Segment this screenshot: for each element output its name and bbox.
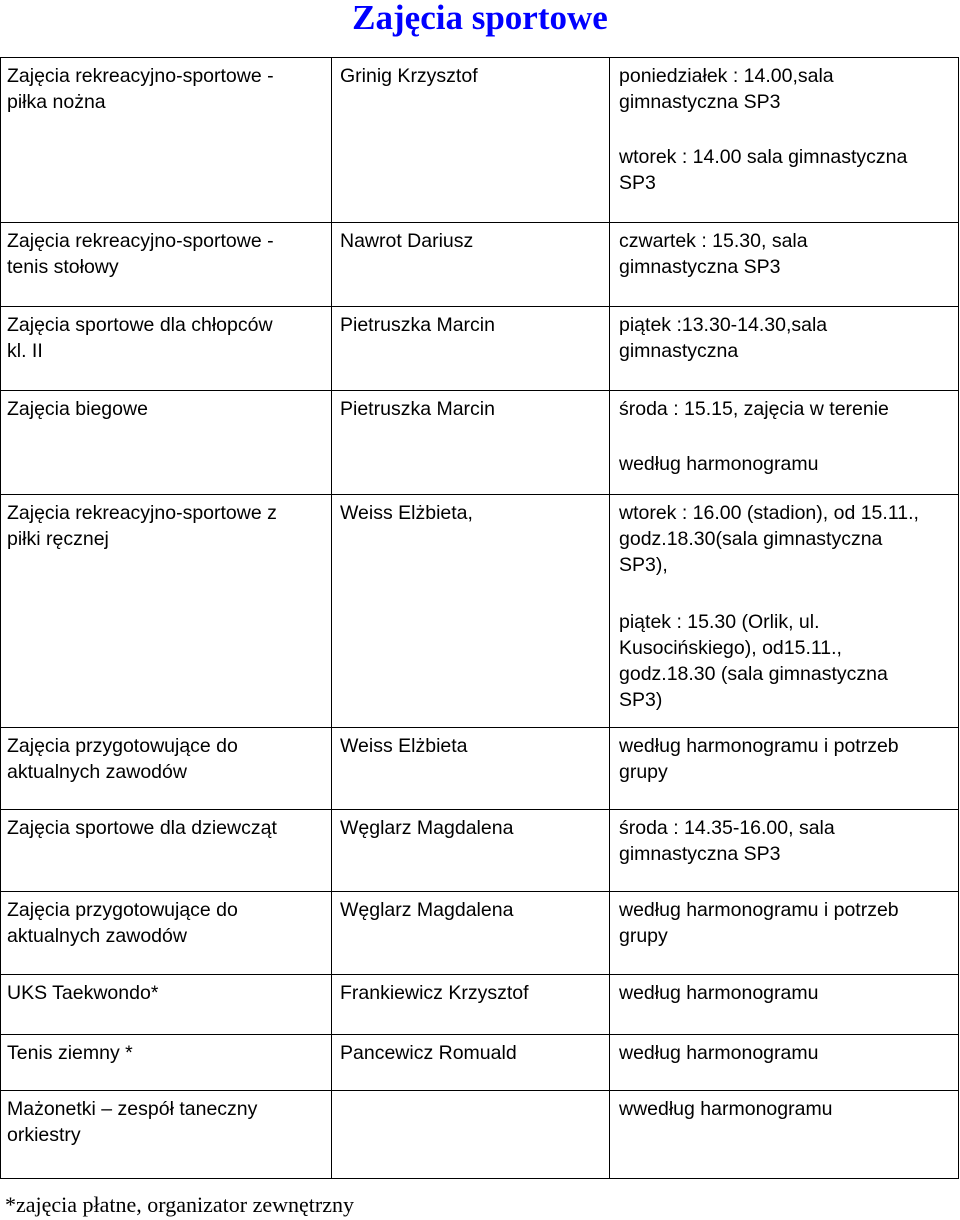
page-title: Zajęcia sportowe	[352, 0, 608, 37]
schedule-cell	[610, 391, 959, 495]
activity-name: piłka nożna	[7, 91, 106, 113]
footnote: *zajęcia płatne, organizator zewnętrzny	[5, 1192, 354, 1217]
activity-name: orkiestry	[7, 1124, 81, 1146]
schedule-text: według harmonogramu	[619, 453, 819, 475]
teacher-name: Pietruszka Marcin	[340, 314, 495, 336]
teacher-name: Pietruszka Marcin	[340, 398, 495, 420]
activity-name: Zajęcia biegowe	[7, 398, 148, 420]
teacher-name: Węglarz Magdalena	[340, 817, 514, 839]
activity-cell	[1, 1035, 332, 1091]
activity-cell	[1, 307, 332, 391]
teacher-cell	[332, 728, 610, 810]
activities-table	[0, 57, 959, 1179]
schedule-text: poniedziałek : 14.00,sala	[619, 65, 834, 87]
schedule-text: według harmonogramu i potrzeb	[619, 735, 899, 757]
schedule-cell	[610, 892, 959, 975]
activity-cell	[1, 391, 332, 495]
schedule-text: czwartek : 15.30, sala	[619, 230, 808, 252]
activity-name: Tenis ziemny *	[7, 1042, 133, 1064]
table-row	[1, 728, 959, 810]
activity-cell	[1, 223, 332, 307]
table-row	[1, 975, 959, 1035]
schedule-text: środa : 15.15, zajęcia w terenie	[619, 398, 889, 420]
activity-name: Zajęcia przygotowujące do	[7, 735, 238, 757]
teacher-cell	[332, 975, 610, 1035]
schedule-cell	[610, 810, 959, 892]
activity-name: Zajęcia rekreacyjno-sportowe -	[7, 230, 274, 252]
teacher-name: Weiss Elżbieta	[340, 735, 468, 757]
activity-name: Zajęcia przygotowujące do	[7, 899, 238, 921]
table-row	[1, 223, 959, 307]
teacher-name: Węglarz Magdalena	[340, 899, 514, 921]
activity-name: UKS Taekwondo*	[7, 982, 159, 1004]
schedule-text: wtorek : 16.00 (stadion), od 15.11.,	[619, 502, 919, 524]
schedule-text: godz.18.30 (sala gimnastyczna	[619, 663, 888, 685]
teacher-name: Nawrot Dariusz	[340, 230, 474, 252]
schedule-cell	[610, 728, 959, 810]
schedule-text: gimnastyczna SP3	[619, 91, 781, 113]
activity-name: tenis stołowy	[7, 256, 119, 278]
schedule-cell	[610, 975, 959, 1035]
schedule-text: wtorek : 14.00 sala gimnastyczna	[619, 146, 908, 168]
teacher-name: Pancewicz Romuald	[340, 1042, 517, 1064]
activity-cell	[1, 728, 332, 810]
schedule-text: gimnastyczna	[619, 340, 739, 362]
schedule-text: SP3)	[619, 689, 663, 711]
schedule-cell	[610, 58, 959, 223]
activity-name: piłki ręcznej	[7, 528, 109, 550]
activity-name: Zajęcia sportowe dla dziewcząt	[7, 817, 277, 839]
schedule-text: SP3	[619, 172, 656, 194]
teacher-cell	[332, 1091, 610, 1179]
schedule-text: według harmonogramu i potrzeb	[619, 899, 899, 921]
schedule-cell	[610, 223, 959, 307]
schedule-text: wwedług harmonogramu	[619, 1098, 833, 1120]
schedule-text: środa : 14.35-16.00, sala	[619, 817, 835, 839]
table-row	[1, 1091, 959, 1179]
schedule-text: piątek : 15.30 (Orlik, ul.	[619, 611, 820, 633]
teacher-cell	[332, 391, 610, 495]
table-row	[1, 391, 959, 495]
activity-cell	[1, 495, 332, 728]
activity-cell	[1, 892, 332, 975]
teacher-cell	[332, 58, 610, 223]
table-row	[1, 495, 959, 728]
table-row	[1, 810, 959, 892]
schedule-text: SP3),	[619, 554, 668, 576]
activity-name: aktualnych zawodów	[7, 925, 187, 947]
teacher-name: Grinig Krzysztof	[340, 65, 478, 87]
table-row	[1, 892, 959, 975]
teacher-cell	[332, 495, 610, 728]
teacher-cell	[332, 223, 610, 307]
teacher-cell	[332, 307, 610, 391]
table-row	[1, 307, 959, 391]
table-row	[1, 1035, 959, 1091]
schedule-text: według harmonogramu	[619, 1042, 819, 1064]
schedule-cell	[610, 1091, 959, 1179]
table-row	[1, 58, 959, 223]
teacher-cell	[332, 810, 610, 892]
schedule-text: piątek :13.30-14.30,sala	[619, 314, 828, 336]
schedule-text: gimnastyczna SP3	[619, 843, 781, 865]
schedule-text: gimnastyczna SP3	[619, 256, 781, 278]
activity-name: kl. II	[7, 340, 43, 362]
schedule-text: grupy	[619, 761, 668, 783]
activity-cell	[1, 58, 332, 223]
activity-cell	[1, 810, 332, 892]
schedule-text: według harmonogramu	[619, 982, 819, 1004]
schedule-text: grupy	[619, 925, 668, 947]
teacher-cell	[332, 892, 610, 975]
teacher-name: Frankiewicz Krzysztof	[340, 982, 529, 1004]
activity-cell	[1, 975, 332, 1035]
activity-name: aktualnych zawodów	[7, 761, 187, 783]
schedule-text: Kusocińskiego), od15.11.,	[619, 637, 842, 659]
activity-name: Zajęcia rekreacyjno-sportowe -	[7, 65, 274, 87]
activity-name: Zajęcia rekreacyjno-sportowe z	[7, 502, 277, 524]
teacher-name: Weiss Elżbieta,	[340, 502, 473, 524]
teacher-cell	[332, 1035, 610, 1091]
activity-name: Mażonetki – zespół taneczny	[7, 1098, 258, 1120]
schedule-cell	[610, 1035, 959, 1091]
activity-name: Zajęcia sportowe dla chłopców	[7, 314, 273, 336]
schedule-cell	[610, 307, 959, 391]
schedule-cell	[610, 495, 959, 728]
schedule-text: godz.18.30(sala gimnastyczna	[619, 528, 883, 550]
activity-cell	[1, 1091, 332, 1179]
